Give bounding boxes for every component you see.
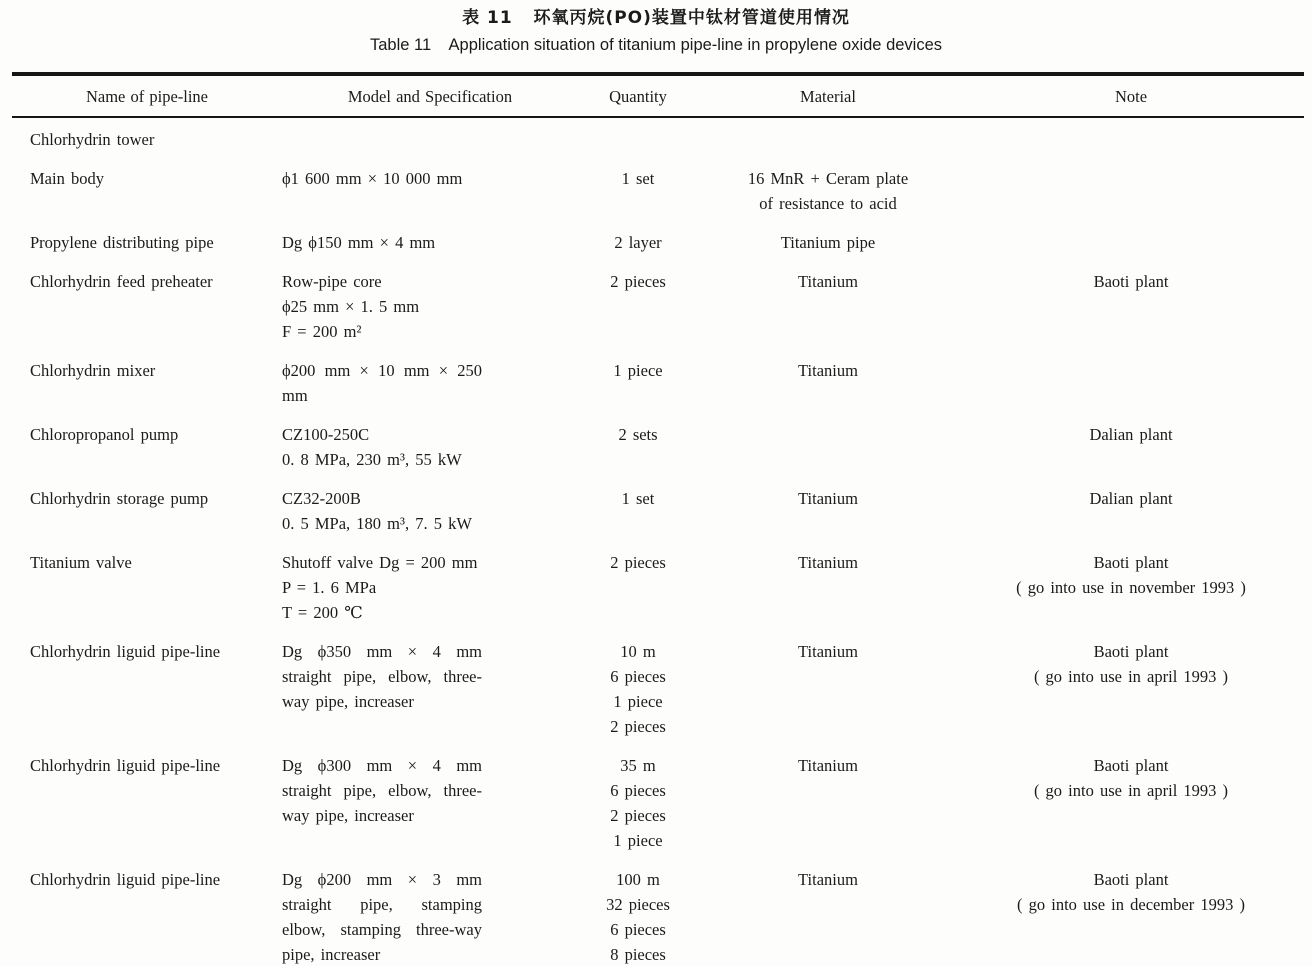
cell-line: 10 m bbox=[620, 642, 656, 661]
cell-spec bbox=[282, 741, 578, 855]
cell-name bbox=[12, 410, 282, 474]
cell-line: Baoti plant bbox=[1093, 642, 1169, 661]
cell-material bbox=[698, 257, 958, 346]
cell-material bbox=[698, 154, 958, 218]
cell-spec bbox=[282, 154, 578, 218]
column-header-specification: Model and Specification bbox=[282, 74, 578, 117]
cell-line: Chlorhydrin liguid pipe-line bbox=[30, 756, 221, 775]
table-header bbox=[12, 74, 1304, 117]
table-row bbox=[12, 117, 1304, 154]
cell-line: Baoti plant bbox=[1093, 272, 1169, 291]
cell-line: Titanium pipe bbox=[780, 233, 876, 252]
column-header-quantity: Quantity bbox=[578, 74, 698, 117]
cell-material bbox=[698, 117, 958, 154]
cell-line: Baoti plant bbox=[1093, 756, 1169, 775]
cell-qty bbox=[578, 741, 698, 855]
cell-line: 8 pieces bbox=[610, 945, 666, 964]
cell-line: 35 m bbox=[620, 756, 656, 775]
cell-qty bbox=[578, 627, 698, 741]
cell-line: Baoti plant bbox=[1093, 870, 1169, 889]
cell-name bbox=[12, 346, 282, 410]
cell-line: Titanium valve bbox=[30, 553, 132, 572]
cell-note bbox=[958, 855, 1304, 966]
cell-material bbox=[698, 538, 958, 627]
cell-line: Propylene distributing pipe bbox=[30, 233, 214, 252]
cell-line: 2 pieces bbox=[610, 806, 666, 825]
cell-line: Chlorhydrin feed preheater bbox=[30, 272, 213, 291]
column-header-note: Note bbox=[958, 74, 1304, 117]
cell-name bbox=[12, 627, 282, 741]
cell-line: ( go into use in december 1993 ) bbox=[1017, 895, 1245, 914]
cell-line: 100 m bbox=[616, 870, 660, 889]
cell-line: ϕ1 600 mm × 10 000 mm bbox=[282, 169, 463, 188]
cell-note bbox=[958, 257, 1304, 346]
cell-line: 2 pieces bbox=[610, 717, 666, 736]
cell-line: of resistance to acid bbox=[759, 194, 897, 213]
cell-material bbox=[698, 741, 958, 855]
cell-spec bbox=[282, 627, 578, 741]
cell-line: 1 piece bbox=[613, 361, 663, 380]
cell-name bbox=[12, 218, 282, 257]
cell-line: Titanium bbox=[798, 756, 858, 775]
cell-line: Titanium bbox=[798, 642, 858, 661]
column-header-material: Material bbox=[698, 74, 958, 117]
pipeline-usage-table bbox=[12, 72, 1304, 966]
cell-line: 1 set bbox=[621, 489, 655, 508]
table-row bbox=[12, 627, 1304, 741]
cell-qty bbox=[578, 538, 698, 627]
cell-material bbox=[698, 627, 958, 741]
cell-line: Titanium bbox=[798, 870, 858, 889]
cell-line: Dg ϕ300 mm × 4 mm straight pipe, elbow, three-way pipe, increaser bbox=[282, 756, 482, 825]
table-row bbox=[12, 257, 1304, 346]
cell-line: Dg ϕ350 mm × 4 mm straight pipe, elbow, three-way pipe, increaser bbox=[282, 642, 482, 711]
table-title-chinese: 表 11 环氧丙烷(PO)装置中钛材管道使用情况 bbox=[462, 8, 850, 28]
cell-note bbox=[958, 538, 1304, 627]
cell-note bbox=[958, 741, 1304, 855]
cell-qty bbox=[578, 855, 698, 966]
cell-line: 2 sets bbox=[618, 425, 658, 444]
cell-name bbox=[12, 117, 282, 154]
cell-line: 6 pieces bbox=[610, 667, 666, 686]
cell-line: Chloropropanol pump bbox=[30, 425, 179, 444]
cell-name bbox=[12, 855, 282, 966]
cell-line: 2 pieces bbox=[610, 553, 666, 572]
cell-line: 2 layer bbox=[614, 233, 662, 252]
cell-name bbox=[12, 154, 282, 218]
cell-qty bbox=[578, 346, 698, 410]
cell-note bbox=[958, 410, 1304, 474]
cell-name bbox=[12, 538, 282, 627]
cell-name bbox=[12, 474, 282, 538]
table-row bbox=[12, 741, 1304, 855]
cell-note bbox=[958, 218, 1304, 257]
cell-line: 0. 8 MPa, 230 m³, 55 kW bbox=[282, 450, 462, 469]
cell-spec bbox=[282, 218, 578, 257]
cell-line: Titanium bbox=[798, 489, 858, 508]
cell-line: F = 200 m² bbox=[282, 322, 362, 341]
cell-qty bbox=[578, 154, 698, 218]
cell-spec bbox=[282, 346, 578, 410]
cell-line: 6 pieces bbox=[610, 781, 666, 800]
cell-line: 6 pieces bbox=[610, 920, 666, 939]
cell-spec bbox=[282, 117, 578, 154]
cell-note bbox=[958, 154, 1304, 218]
cell-line: CZ32-200B bbox=[282, 489, 361, 508]
table-row bbox=[12, 218, 1304, 257]
cell-line: Shutoff valve Dg = 200 mm bbox=[282, 553, 478, 572]
cell-line: Dg ϕ200 mm × 3 mm straight pipe, stamping elbow, stamping three-way pipe, increaser bbox=[282, 870, 482, 964]
cell-line: 0. 5 MPa, 180 m³, 7. 5 kW bbox=[282, 514, 472, 533]
cell-name bbox=[12, 741, 282, 855]
cell-line: Dg ϕ150 mm × 4 mm bbox=[282, 233, 436, 252]
column-header-name: Name of pipe-line bbox=[12, 74, 282, 117]
cell-qty bbox=[578, 218, 698, 257]
cell-qty bbox=[578, 474, 698, 538]
cell-line: Chlorhydrin mixer bbox=[30, 361, 156, 380]
cell-line: ϕ25 mm × 1. 5 mm bbox=[282, 297, 420, 316]
cell-spec bbox=[282, 855, 578, 966]
cell-material bbox=[698, 218, 958, 257]
cell-note bbox=[958, 117, 1304, 154]
cell-line: Baoti plant bbox=[1093, 553, 1169, 572]
table-row bbox=[12, 154, 1304, 218]
cell-line: Dalian plant bbox=[1089, 489, 1173, 508]
cell-spec bbox=[282, 257, 578, 346]
table-header-row bbox=[12, 74, 1304, 117]
cell-qty bbox=[578, 410, 698, 474]
cell-note bbox=[958, 346, 1304, 410]
cell-material bbox=[698, 346, 958, 410]
table-row bbox=[12, 538, 1304, 627]
cell-material bbox=[698, 474, 958, 538]
cell-name bbox=[12, 257, 282, 346]
cell-line: Chlorhydrin storage pump bbox=[30, 489, 209, 508]
cell-line: 16 MnR + Ceram plate bbox=[747, 169, 909, 188]
cell-line: 1 piece bbox=[613, 831, 663, 850]
table-row bbox=[12, 474, 1304, 538]
table-body bbox=[12, 117, 1304, 966]
table-row bbox=[12, 855, 1304, 966]
cell-line: Chlorhydrin liguid pipe-line bbox=[30, 870, 221, 889]
cell-line: T = 200 ℃ bbox=[282, 603, 363, 622]
cell-spec bbox=[282, 410, 578, 474]
cell-qty bbox=[578, 117, 698, 154]
cell-line: P = 1. 6 MPa bbox=[282, 578, 377, 597]
cell-spec bbox=[282, 474, 578, 538]
cell-line: 1 set bbox=[621, 169, 655, 188]
cell-line: ( go into use in november 1993 ) bbox=[1016, 578, 1246, 597]
cell-line: Dalian plant bbox=[1089, 425, 1173, 444]
cell-line: Titanium bbox=[798, 272, 858, 291]
cell-line: ( go into use in april 1993 ) bbox=[1033, 667, 1229, 686]
cell-line: ϕ200 mm × 10 mm × 250 mm bbox=[282, 361, 482, 405]
table-title-english: Table 11 Application situation of titanium pipe-line in propylene oxide devices bbox=[369, 36, 943, 54]
cell-note bbox=[958, 474, 1304, 538]
cell-line: CZ100-250C bbox=[282, 425, 370, 444]
cell-spec bbox=[282, 538, 578, 627]
cell-note bbox=[958, 627, 1304, 741]
cell-line: Row-pipe core bbox=[282, 272, 382, 291]
table-row bbox=[12, 346, 1304, 410]
cell-line: Main body bbox=[30, 169, 104, 188]
cell-qty bbox=[578, 257, 698, 346]
cell-line: 32 pieces bbox=[606, 895, 670, 914]
cell-line: Titanium bbox=[798, 361, 858, 380]
cell-material bbox=[698, 410, 958, 474]
cell-line: 1 piece bbox=[613, 692, 663, 711]
cell-line: Titanium bbox=[798, 553, 858, 572]
cell-material bbox=[698, 855, 958, 966]
cell-line: Chlorhydrin tower bbox=[30, 130, 155, 149]
table-row bbox=[12, 410, 1304, 474]
cell-line: Chlorhydrin liguid pipe-line bbox=[30, 642, 221, 661]
cell-line: 2 pieces bbox=[610, 272, 666, 291]
cell-line: ( go into use in april 1993 ) bbox=[1033, 781, 1229, 800]
